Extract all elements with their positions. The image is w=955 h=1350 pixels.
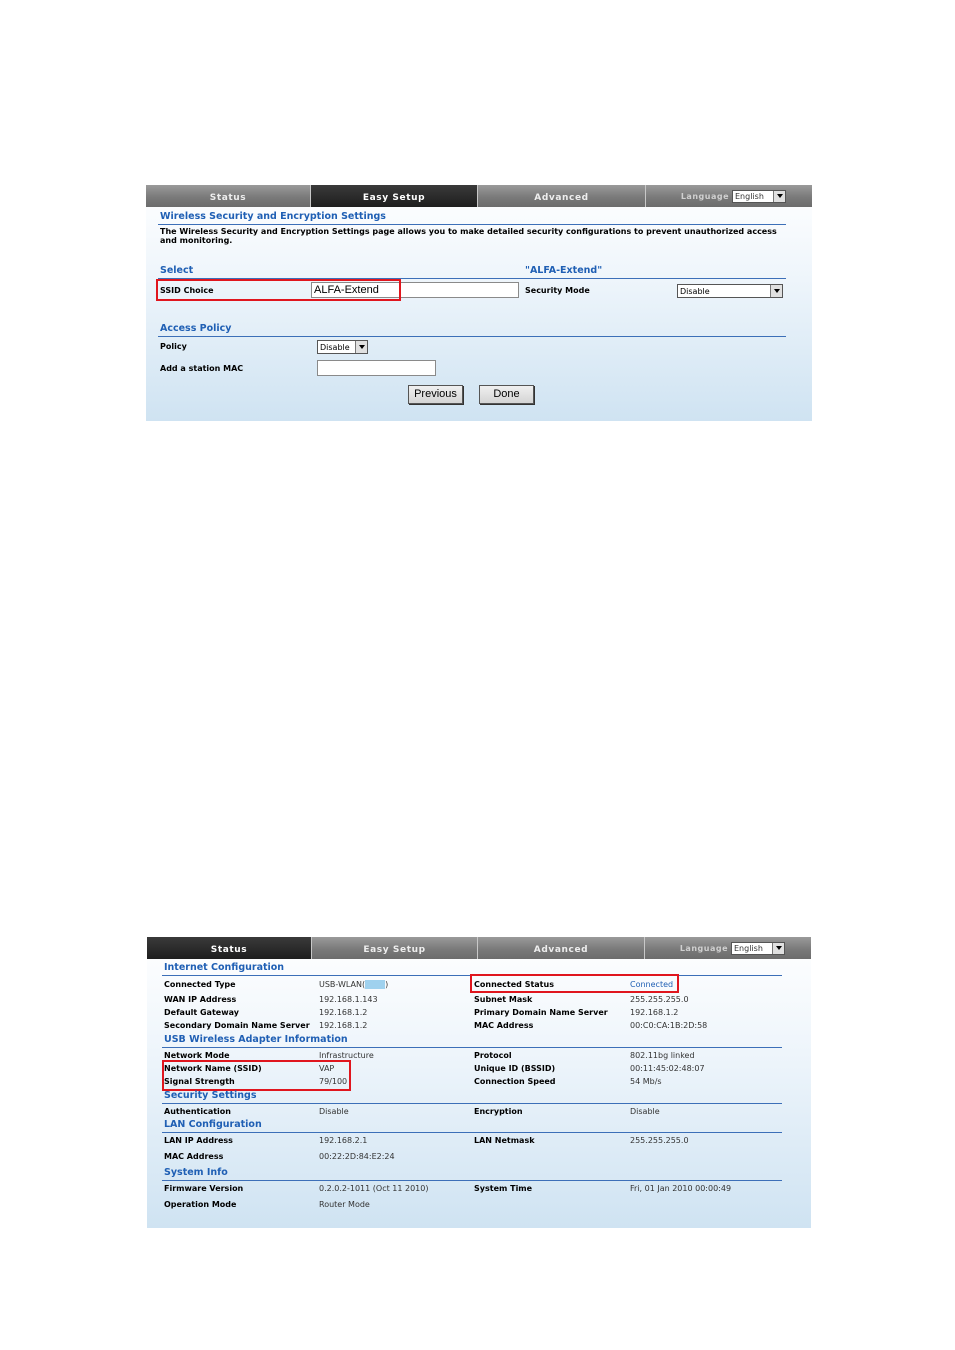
gateway-label: Default Gateway — [164, 1008, 239, 1017]
wan-ip-value: 192.168.1.143 — [319, 995, 378, 1004]
protocol-value: 802.11bg linked — [630, 1051, 695, 1060]
status-panel — [147, 937, 811, 1228]
security-mode-label: Security Mode — [525, 286, 590, 295]
tab-easy-setup[interactable]: Easy Setup — [311, 185, 478, 207]
encryption-value: Disable — [630, 1107, 660, 1116]
internet-config-heading: Internet Configuration — [164, 962, 285, 973]
divider — [158, 336, 786, 337]
subnet-value: 255.255.255.0 — [630, 995, 689, 1004]
page-description: The Wireless Security and Encryption Settings page allows you to make detailed security configurations to prevent unauthorized access and monitoring. — [160, 227, 777, 245]
policy-value: Disable — [320, 342, 350, 352]
select-heading: Select — [160, 265, 194, 276]
lan-netmask-value: 255.255.255.0 — [630, 1136, 689, 1145]
lan-mac-label: MAC Address — [164, 1152, 224, 1161]
divider — [162, 975, 782, 976]
wireless-security-panel — [146, 185, 812, 421]
tab-advanced[interactable]: Advanced — [478, 185, 646, 207]
language-area — [646, 185, 812, 207]
bssid-value: 00:11:45:02:48:07 — [630, 1064, 705, 1073]
page-title: Wireless Security and Encryption Settings — [160, 211, 386, 222]
ssid-choice-field[interactable] — [311, 282, 519, 298]
signal-strength-value: 79/100 — [319, 1077, 348, 1086]
operation-mode-label: Operation Mode — [164, 1200, 237, 1209]
divider — [162, 1180, 782, 1181]
connected-type-prefix: USB-WLAN( — [319, 980, 366, 989]
language-area — [645, 937, 811, 959]
tab-easy-setup[interactable]: Easy Setup — [312, 937, 478, 959]
system-time-label: System Time — [474, 1184, 533, 1193]
chevron-down-icon[interactable] — [355, 341, 367, 353]
connected-type-suffix: ) — [385, 980, 389, 989]
gateway-value: 192.168.1.2 — [319, 1008, 368, 1017]
chevron-down-icon[interactable] — [773, 191, 785, 202]
station-mac-input[interactable] — [317, 360, 436, 376]
tab-advanced[interactable]: Advanced — [478, 937, 645, 959]
connection-speed-value: 54 Mb/s — [630, 1077, 662, 1086]
mac-label: MAC Address — [474, 1021, 534, 1030]
connected-type-value — [319, 980, 388, 989]
operation-mode-value: Router Mode — [319, 1200, 370, 1209]
previous-button[interactable]: Previous — [408, 385, 463, 404]
connected-status-label: Connected Status — [474, 980, 554, 989]
mac-value: 00:C0:CA:1B:2D:58 — [630, 1021, 708, 1030]
language-label: Language — [680, 191, 729, 201]
network-mode-label: Network Mode — [164, 1051, 230, 1060]
divider — [162, 1132, 782, 1133]
policy-select[interactable] — [317, 340, 368, 354]
redacted-block — [365, 980, 385, 989]
firmware-value: 0.2.0.2-1011 (Oct 11 2010) — [319, 1184, 429, 1193]
lan-ip-label: LAN IP Address — [164, 1136, 233, 1145]
policy-label: Policy — [160, 342, 187, 351]
divider — [158, 278, 786, 279]
lan-mac-value: 00:22:2D:84:E2:24 — [319, 1152, 395, 1161]
done-button[interactable]: Done — [479, 385, 534, 404]
tab-status[interactable]: Status — [146, 185, 311, 207]
wan-ip-label: WAN IP Address — [164, 995, 237, 1004]
ssid-choice-value: ALFA-Extend — [314, 284, 379, 296]
security-mode-value: Disable — [680, 286, 710, 296]
tab-status[interactable]: Status — [147, 937, 312, 959]
connection-speed-label: Connection Speed — [474, 1077, 556, 1086]
network-mode-value: Infrastructure — [319, 1051, 374, 1060]
system-info-heading: System Info — [164, 1167, 228, 1178]
chevron-down-icon[interactable] — [772, 943, 784, 954]
firmware-label: Firmware Version — [164, 1184, 244, 1193]
authentication-value: Disable — [319, 1107, 349, 1116]
ssid-value: VAP — [319, 1064, 335, 1073]
lan-netmask-label: LAN Netmask — [474, 1136, 535, 1145]
divider — [162, 1047, 782, 1048]
language-value: English — [734, 943, 763, 953]
system-time-value: Fri, 01 Jan 2010 00:00:49 — [630, 1184, 732, 1193]
top-nav — [147, 937, 811, 959]
usb-adapter-heading: USB Wireless Adapter Information — [164, 1034, 348, 1045]
connected-status-value: Connected — [630, 980, 674, 989]
authentication-label: Authentication — [164, 1107, 231, 1116]
ssid-label: Network Name (SSID) — [164, 1064, 262, 1073]
top-nav — [146, 185, 812, 207]
primary-dns-value: 192.168.1.2 — [630, 1008, 679, 1017]
language-select[interactable] — [731, 942, 785, 955]
ssid-heading: "ALFA-Extend" — [525, 265, 603, 276]
ssid-choice-label: SSID Choice — [160, 286, 214, 295]
primary-dns-label: Primary Domain Name Server — [474, 1008, 608, 1017]
protocol-label: Protocol — [474, 1051, 512, 1060]
divider — [162, 1103, 782, 1104]
secondary-dns-value: 192.168.1.2 — [319, 1021, 368, 1030]
signal-strength-label: Signal Strength — [164, 1077, 235, 1086]
language-label: Language — [679, 943, 728, 953]
chevron-down-icon[interactable] — [770, 285, 782, 297]
encryption-label: Encryption — [474, 1107, 523, 1116]
connected-type-label: Connected Type — [164, 980, 236, 989]
lan-ip-value: 192.168.2.1 — [319, 1136, 368, 1145]
lan-config-heading: LAN Configuration — [164, 1119, 262, 1130]
language-select[interactable] — [732, 190, 786, 203]
security-settings-heading: Security Settings — [164, 1090, 257, 1101]
subnet-label: Subnet Mask — [474, 995, 533, 1004]
access-policy-heading: Access Policy — [160, 323, 232, 334]
secondary-dns-label: Secondary Domain Name Server — [164, 1021, 310, 1030]
security-mode-select[interactable] — [677, 284, 783, 298]
add-mac-label: Add a station MAC — [160, 364, 244, 373]
language-value: English — [735, 191, 764, 201]
divider — [158, 224, 786, 225]
bssid-label: Unique ID (BSSID) — [474, 1064, 556, 1073]
